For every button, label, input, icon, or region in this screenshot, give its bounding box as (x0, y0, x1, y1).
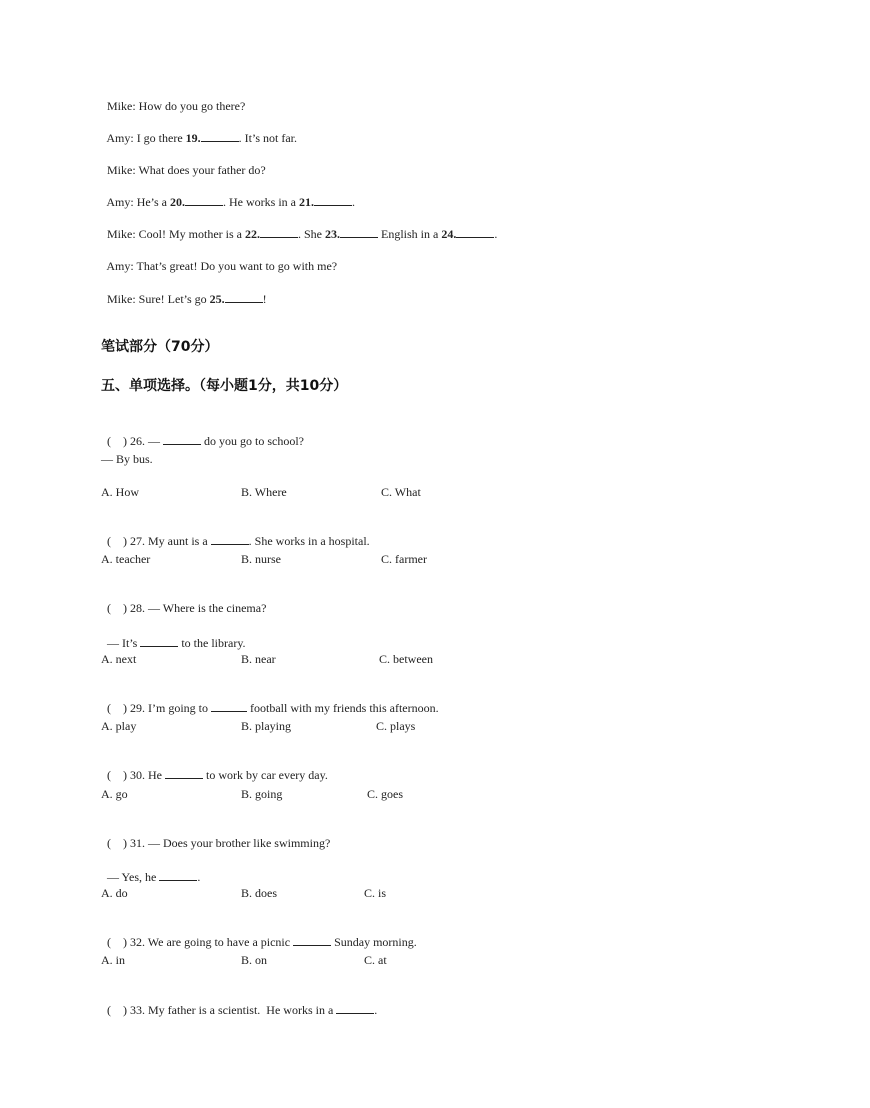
question-text: 31. — Does your brother like swimming? (130, 836, 331, 850)
option-b[interactable]: B. playing (241, 719, 291, 733)
line-text: How do you go there? (138, 99, 246, 113)
question-text: . She works in a hospital. (248, 534, 370, 548)
answer-blank-25[interactable] (225, 291, 263, 303)
option-b[interactable]: B. on (241, 953, 268, 967)
question-text: 29. I’m going to (130, 701, 208, 715)
answer-blank-22[interactable] (260, 226, 298, 238)
question-30 (101, 751, 328, 783)
question-31 (101, 819, 330, 851)
speaker: Amy: (106, 131, 134, 145)
answer-text: . (197, 870, 201, 884)
option-a[interactable]: A. How (101, 485, 139, 499)
answer-paren[interactable]: ( ) (107, 701, 127, 715)
option-c[interactable]: C. at (364, 953, 387, 967)
option-a[interactable]: A. in (101, 953, 125, 967)
option-c[interactable]: C. is (364, 886, 387, 900)
question-blank[interactable] (159, 869, 197, 881)
dialogue-line-3 (101, 146, 266, 178)
dialogue-line-6 (101, 242, 337, 274)
option-b[interactable]: B. nurse (241, 552, 281, 566)
line-text: That’s great! Do you want to go with me? (136, 259, 338, 273)
question-text: 28. — Where is the cinema? (130, 601, 267, 615)
line-text: Sure! Let’s go (138, 292, 207, 306)
question-blank[interactable] (165, 767, 203, 779)
line-text: Cool! My mother is a (138, 227, 242, 241)
answer-paren[interactable]: ( ) (107, 434, 127, 448)
option-b[interactable]: B. near (241, 652, 276, 666)
line-text: . (352, 195, 355, 209)
question-blank[interactable] (293, 934, 331, 946)
answer-blank-20[interactable] (185, 194, 223, 206)
option-a[interactable]: A. play (101, 719, 137, 733)
speaker: Amy: (106, 195, 134, 209)
question-text: . (374, 1003, 378, 1017)
dialogue-line-7 (101, 275, 267, 307)
written-part-heading: 笔试部分（70分） (101, 339, 219, 355)
answer-blank-24[interactable] (456, 226, 494, 238)
question-text: Sunday morning. (334, 935, 417, 949)
dialogue-line-2 (101, 114, 297, 146)
answer-line-31 (101, 853, 200, 885)
answer-blank-21[interactable] (314, 194, 352, 206)
question-text: do you go to school? (204, 434, 304, 448)
blank-number-20: 20. (170, 195, 186, 209)
option-a[interactable]: A. go (101, 787, 128, 801)
option-b[interactable]: B. going (241, 787, 283, 801)
question-text: 32. We are going to have a picnic (130, 935, 291, 949)
question-26 (101, 417, 304, 449)
answer-line-28 (101, 619, 246, 651)
line-text: . She (298, 227, 322, 241)
question-text: 27. My aunt is a (130, 534, 208, 548)
answer-text: — Yes, he (107, 870, 157, 884)
question-text: football with my friends this afternoon. (250, 701, 439, 715)
question-28 (101, 584, 266, 616)
blank-number-23: 23. (325, 227, 340, 241)
line-text: He’s a (136, 195, 168, 209)
speaker: Amy: (106, 259, 134, 273)
question-blank[interactable] (140, 635, 178, 647)
option-a[interactable]: A. teacher (101, 552, 151, 566)
answer-paren[interactable]: ( ) (107, 836, 127, 850)
line-text: . (494, 227, 498, 241)
line-text: I go there (136, 131, 183, 145)
blank-number-19: 19. (185, 131, 201, 145)
line-text: . It’s not far. (238, 131, 297, 145)
question-32 (101, 918, 417, 950)
question-blank[interactable] (211, 700, 247, 712)
blank-number-25: 25. (209, 292, 225, 306)
section-title: 五、单项选择。（每小题1分，共10分） (101, 378, 348, 394)
answer-line-26: — By bus. (101, 452, 153, 466)
question-text: 30. He (130, 768, 162, 782)
answer-paren[interactable]: ( ) (107, 935, 127, 949)
speaker: Mike: (107, 163, 136, 177)
option-c[interactable]: C. between (379, 652, 433, 666)
option-a[interactable]: A. do (101, 886, 128, 900)
question-blank[interactable] (211, 533, 249, 545)
question-27 (101, 517, 370, 549)
option-a[interactable]: A. next (101, 652, 137, 666)
question-blank[interactable] (336, 1002, 374, 1014)
question-text: 33. My father is a scientist. He works in a (130, 1003, 334, 1017)
dialogue-line-1 (101, 82, 245, 114)
line-text: What does your father do? (138, 163, 266, 177)
line-text: ! (262, 292, 267, 306)
blank-number-22: 22. (245, 227, 260, 241)
question-33 (101, 986, 377, 1018)
speaker: Mike: (107, 292, 136, 306)
answer-paren[interactable]: ( ) (107, 1003, 127, 1017)
answer-text: to the library. (181, 636, 246, 650)
line-text: . He works in a (223, 195, 296, 209)
question-text: 26. — (130, 434, 160, 448)
question-blank[interactable] (163, 433, 201, 445)
answer-blank-23[interactable] (340, 226, 378, 238)
option-c[interactable]: C. farmer (381, 552, 427, 566)
option-c[interactable]: C. What (381, 485, 421, 499)
speaker: Mike: (107, 99, 136, 113)
dialogue-line-5 (101, 210, 497, 242)
line-text: English in a (381, 227, 439, 241)
option-c[interactable]: C. goes (367, 787, 403, 801)
speaker: Mike: (107, 227, 136, 241)
question-29 (101, 684, 439, 716)
blank-number-24: 24. (441, 227, 457, 241)
answer-paren[interactable]: ( ) (107, 768, 127, 782)
option-b[interactable]: B. does (241, 886, 277, 900)
answer-paren[interactable]: ( ) (107, 534, 127, 548)
answer-paren[interactable]: ( ) (107, 601, 127, 615)
answer-blank-19[interactable] (201, 130, 239, 142)
blank-number-21: 21. (299, 195, 314, 209)
option-b[interactable]: B. Where (241, 485, 287, 499)
option-c[interactable]: C. plays (376, 719, 416, 733)
dialogue-line-4 (101, 178, 355, 210)
question-text: to work by car every day. (206, 768, 328, 782)
answer-text: — It’s (107, 636, 138, 650)
